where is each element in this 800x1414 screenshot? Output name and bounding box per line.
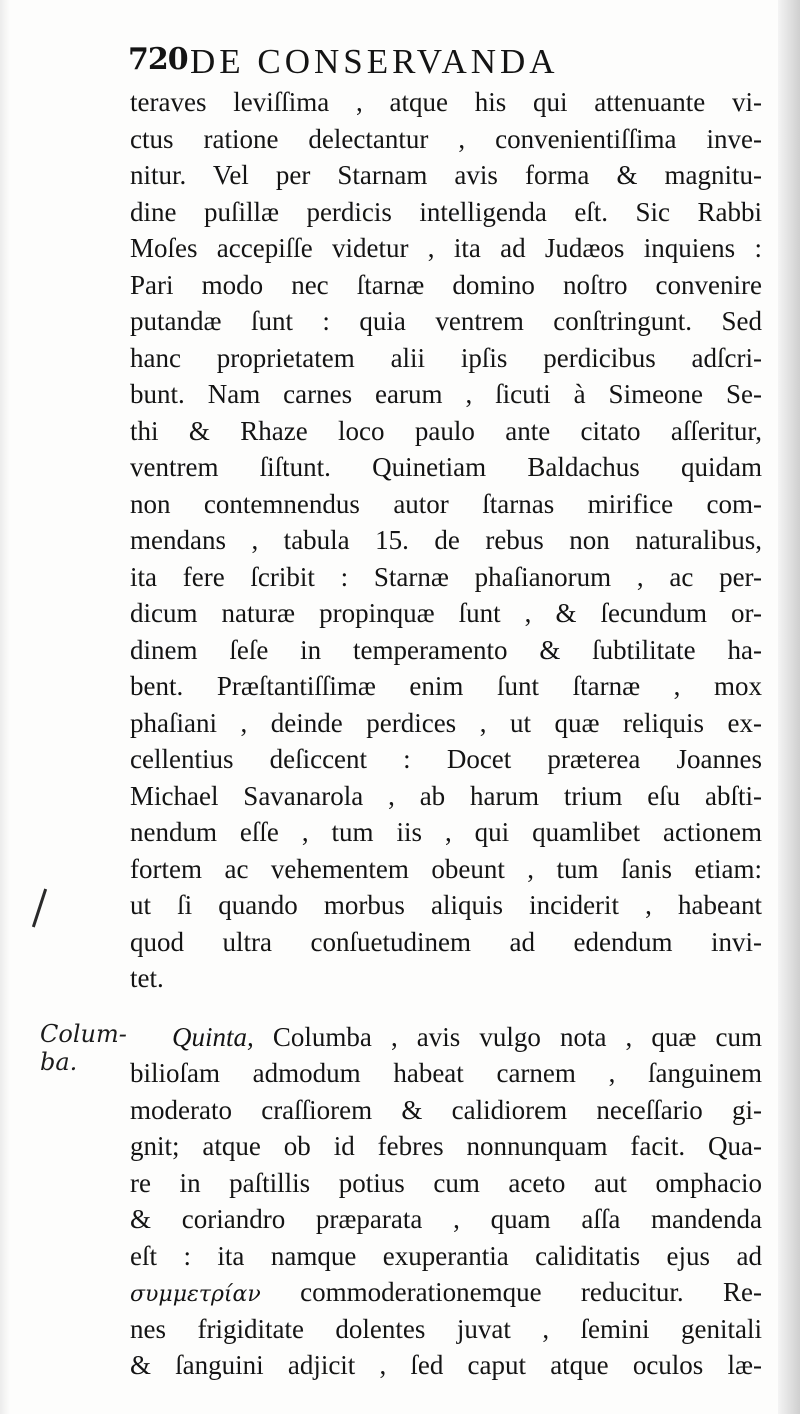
text-line: bilioſam admodum habeat carnem , ſanguinem — [130, 1058, 762, 1088]
paragraph-first-line — [130, 1019, 762, 1056]
text-line: hanc proprietatem alii ipſis perdicibus adſcri- — [130, 342, 762, 373]
margin-note-line: Colum- — [40, 1020, 127, 1048]
text-line: & ſanguini adjicit , ſed caput atque oculos læ- — [130, 1350, 762, 1380]
text-line: Michael Savanarola , ab harum trium eſu abſti- — [130, 780, 762, 811]
page-gutter-shadow — [0, 0, 10, 1414]
text-line: dinem ſeſe in temperamento & ſubtilitate ha- — [130, 634, 762, 665]
text-line: nes frigiditate dolentes juvat , ſemini genitali — [130, 1313, 762, 1344]
text-line: quod ultra conſuetudinem ad edendum invi- — [130, 926, 762, 957]
text-line: Moſes accepiſſe videtur , ita ad Judæos inquiens : — [130, 233, 762, 263]
page-number: 720 — [128, 42, 188, 77]
margin-note — [40, 1020, 130, 1076]
text-line: nendum eſſe , tum iis , qui quamlibet actionem — [130, 817, 762, 847]
text-line: dicum naturæ propinquæ ſunt , & ſecundum or- — [130, 598, 762, 628]
text-line: ventrem ſiſtunt. Quinetiam Baldachus quidam — [130, 452, 762, 482]
text-line: bunt. Nam carnes earum , ſicuti à Simeone Se- — [130, 379, 762, 409]
paragraph-gap — [130, 997, 762, 1019]
text-line: non contemnendus autor ſtarnas mirifice com- — [130, 488, 762, 519]
paragraph-first-line-text: Columba , avis vulgo nota , quæ cum — [253, 1021, 762, 1052]
text-line: eſt : ita namque exuperantia caliditatis ejus ad — [130, 1240, 762, 1271]
greek-line-text: commoderationemque reducitur. Re- — [260, 1277, 762, 1307]
text-line: phaſiani , deinde perdices , ut quæ reliquis ex- — [130, 707, 762, 738]
text-line: bent. Præſtantiſſimæ enim ſunt ſtarnæ , mox — [130, 671, 762, 701]
ink-mark — [32, 889, 47, 928]
text-line: mendans , tabula 15. de rebus non naturalibus, — [130, 525, 762, 555]
body-text — [130, 84, 762, 1384]
text-line: ut ſi quando morbus aliquis inciderit , habeant — [130, 890, 762, 920]
text-line: ita fere ſcribit : Starnæ phaſianorum , ac per- — [130, 561, 762, 592]
text-line: cellentius deſiccent : Docet præterea Joannes — [130, 744, 762, 774]
page-header — [128, 38, 688, 86]
text-line: Pari modo nec ſtarnæ domino noſtro convenire — [130, 269, 762, 300]
text-line: ctus ratione delectantur , convenientiſſima inve- — [130, 123, 762, 154]
text-line: re in paſtillis potius cum aceto aut omphacio — [130, 1167, 762, 1198]
paragraph-lead-word: Quinta, — [172, 1021, 254, 1052]
greek-word: συμμετρίαν — [130, 1282, 261, 1307]
text-line: moderato craſſiorem & calidiorem neceſſario gi- — [130, 1094, 762, 1125]
text-line: & coriandro præparata , quam aſſa mandenda — [130, 1204, 762, 1234]
text-line: fortem ac vehementem obeunt , tum ſanis etiam: — [130, 853, 762, 884]
text-line: nitur. Vel per Starnam avis forma & magnitu- — [130, 160, 762, 190]
text-line: teraves leviſſima , atque his qui attenuante vi- — [130, 87, 762, 117]
page-edge-shadow — [778, 0, 800, 1414]
text-line: putandæ ſunt : quia ventrem conſtringunt. Sed — [130, 306, 762, 336]
text-line: tet. — [130, 963, 164, 993]
text-line — [130, 1274, 762, 1311]
running-title: DE CONSERVANDA — [190, 42, 559, 81]
margin-note-line: ba. — [40, 1048, 78, 1076]
text-line: dine puſillæ perdicis intelligenda eſt. Sic Rabbi — [130, 196, 762, 227]
text-line: thi & Rhaze loco paulo ante citato aſſeritur, — [130, 415, 762, 446]
text-line: gnit; atque ob id febres nonnunquam facit. Qua- — [130, 1131, 762, 1161]
